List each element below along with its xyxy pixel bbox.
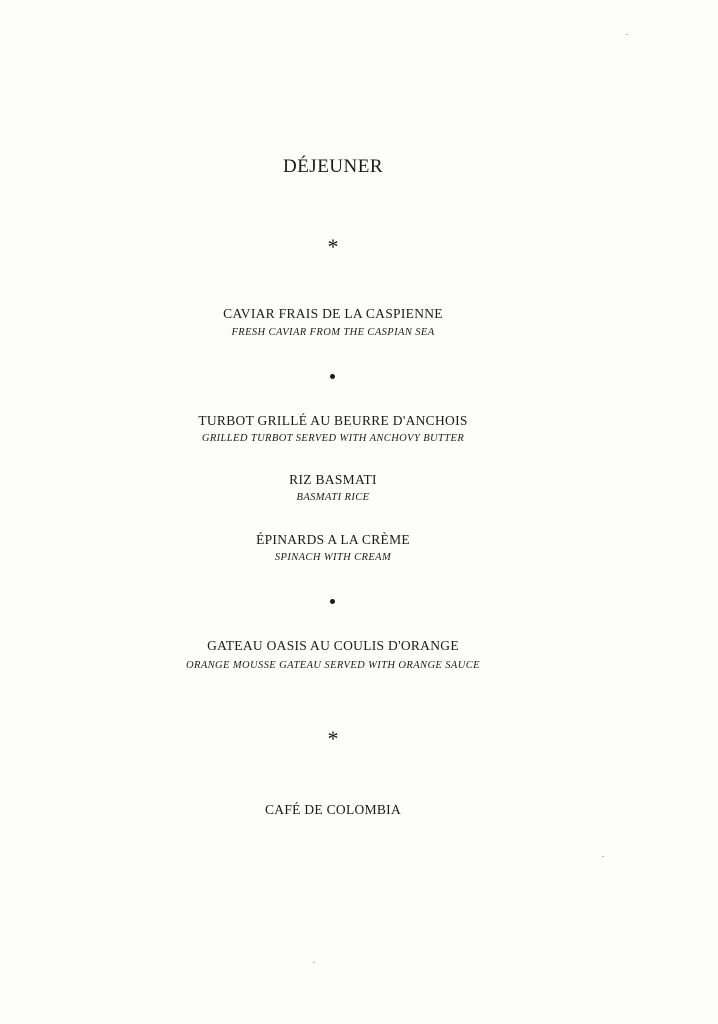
course-caviar-fr: CAVIAR FRAIS DE LA CASPIENNE <box>223 306 443 321</box>
course-turbot-en: GRILLED TURBOT SERVED WITH ANCHOVY BUTTER <box>201 433 465 444</box>
course-gateau-fr: GATEAU OASIS AU COULIS D'ORANGE <box>207 638 459 653</box>
paper-speck <box>602 856 604 857</box>
coffee-item: CAFÉ DE COLOMBIA <box>264 802 402 817</box>
course-spinach-fr: ÉPINARDS A LA CRÈME <box>256 532 410 547</box>
course-rice-en: BASMATI RICE <box>296 492 370 503</box>
dot-separator-icon <box>330 599 335 604</box>
dot-separator-icon <box>330 374 335 379</box>
paper-speck <box>313 962 315 963</box>
course-caviar-en: FRESH CAVIAR FROM THE CASPIAN SEA <box>231 327 435 338</box>
course-spinach-en: SPINACH WITH CREAM <box>274 552 392 563</box>
star-separator-icon: * <box>327 234 339 259</box>
course-rice-fr: RIZ BASMATI <box>289 472 377 487</box>
paper-speck <box>626 34 628 35</box>
course-turbot-fr: TURBOT GRILLÉ AU BEURRE D'ANCHOIS <box>198 413 468 428</box>
star-separator-icon: * <box>327 726 339 751</box>
menu-title: DÉJEUNER <box>282 156 384 177</box>
course-gateau-en: ORANGE MOUSSE GATEAU SERVED WITH ORANGE SAUCE <box>186 660 480 671</box>
